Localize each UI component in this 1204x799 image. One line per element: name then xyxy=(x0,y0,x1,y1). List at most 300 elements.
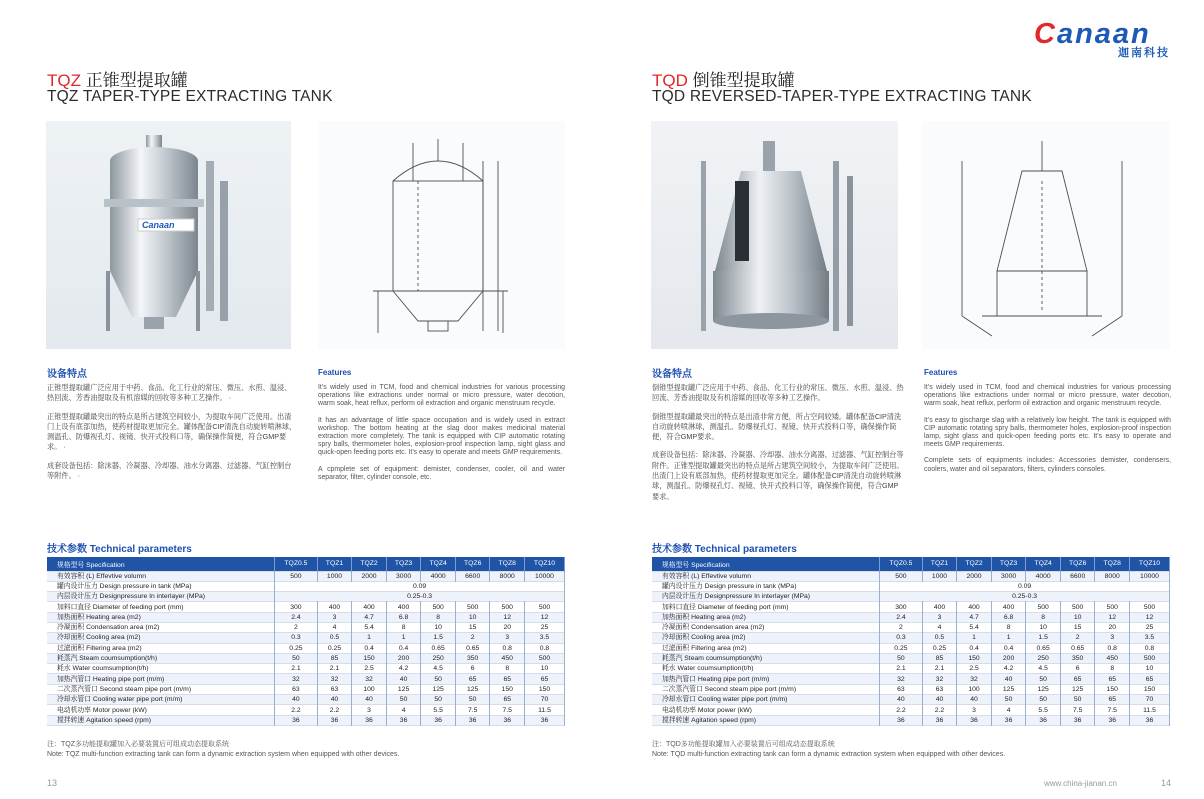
spec-cell: 2.5 xyxy=(957,664,992,674)
spec-cell: 25 xyxy=(525,622,565,632)
right-note-cn: 注：TQD多功能提取罐加入必要装置后可组成动态提取系统 xyxy=(652,741,835,748)
spec-cell: 2.2 xyxy=(880,705,923,715)
spec-cell: 125 xyxy=(386,684,421,694)
spec-row xyxy=(652,715,1170,725)
spec-cell: 70 xyxy=(1130,695,1170,705)
left-spec-table xyxy=(47,557,565,726)
brand-logo xyxy=(1034,18,1174,59)
spec-header-model: TQZ6 xyxy=(455,557,490,571)
spec-row xyxy=(652,684,1170,694)
spec-cell: 500 xyxy=(880,571,923,581)
spec-row-label: 冷却水管口 Cooling water pipe port (m/m) xyxy=(652,695,880,705)
spec-row xyxy=(652,705,1170,715)
spec-header-model: TQZ3 xyxy=(991,557,1026,571)
spec-row-label: 电动机功率 Motor power (kW) xyxy=(47,705,275,715)
spec-cell: 50 xyxy=(1060,695,1095,705)
spec-cell: 8 xyxy=(1095,664,1130,674)
spec-cell: 100 xyxy=(957,684,992,694)
spec-cell: 3 xyxy=(922,612,957,622)
spec-cell: 7.5 xyxy=(455,705,490,715)
spec-cell: 3000 xyxy=(991,571,1026,581)
spec-cell: 1 xyxy=(386,633,421,643)
spec-cell: 40 xyxy=(317,695,352,705)
spec-cell: 40 xyxy=(880,695,923,705)
right-features-cn xyxy=(652,383,904,510)
spec-cell: 36 xyxy=(455,715,490,725)
spec-cell: 0.8 xyxy=(1130,643,1170,653)
spec-cell: 10000 xyxy=(1130,571,1170,581)
spec-row xyxy=(47,633,565,643)
spec-cell: 125 xyxy=(1060,684,1095,694)
spec-cell: 125 xyxy=(991,684,1026,694)
spec-cell: 36 xyxy=(275,715,318,725)
right-spec-table xyxy=(652,557,1170,726)
spec-header-model: TQZ8 xyxy=(1095,557,1130,571)
spec-cell: 32 xyxy=(275,674,318,684)
left-note xyxy=(47,740,399,759)
left-product-photo xyxy=(46,121,291,349)
spec-cell: 0.09 xyxy=(275,581,565,591)
spec-cell: 125 xyxy=(1026,684,1061,694)
spec-cell: 12 xyxy=(490,612,525,622)
left-title-code: TQZ xyxy=(47,71,81,90)
spec-header-label: 规格型号 Specification xyxy=(652,557,880,571)
spec-cell: 0.65 xyxy=(1026,643,1061,653)
spec-cell: 250 xyxy=(421,653,456,663)
spec-header-model: TQZ1 xyxy=(317,557,352,571)
spec-header-model: TQZ6 xyxy=(1060,557,1095,571)
spec-header-model: TQZ10 xyxy=(525,557,565,571)
spec-cell: 36 xyxy=(1130,715,1170,725)
spec-cell: 32 xyxy=(317,674,352,684)
left-tank-drawing-graphic xyxy=(318,121,565,349)
spec-cell: 3 xyxy=(317,612,352,622)
spec-row xyxy=(47,715,565,725)
spec-row-label: 搅拌转速 Agitation speed (rpm) xyxy=(47,715,275,725)
spec-cell: 2.1 xyxy=(922,664,957,674)
spec-cell: 150 xyxy=(490,684,525,694)
right-features-en-p1: It’s widely used in TCM, food and chemical industries for various processing operations like extractions under normal or micro pressure, water decotion, warm soak, heat reflux, perform oil extraction and organic menstruum recycle. xyxy=(924,384,1171,408)
spec-cell: 150 xyxy=(352,653,387,663)
spec-row xyxy=(652,581,1170,591)
left-tank-photo-graphic xyxy=(46,121,291,349)
spec-cell: 0.65 xyxy=(421,643,456,653)
spec-row-label: 冷凝面积 Condensation area (m2) xyxy=(47,622,275,632)
spec-cell: 125 xyxy=(421,684,456,694)
left-title-en: TQZ TAPER-TYPE EXTRACTING TANK xyxy=(47,88,333,105)
spec-cell: 2.2 xyxy=(922,705,957,715)
spec-row-label: 罐内设计压力 Design pressure in tank (MPa) xyxy=(652,581,880,591)
right-title-en: TQD REVERSED-TAPER-TYPE EXTRACTING TANK xyxy=(652,88,1032,105)
spec-cell: 40 xyxy=(957,695,992,705)
spec-cell: 36 xyxy=(1060,715,1095,725)
spec-row-label: 耗水 Water coumsumption(t/h) xyxy=(652,664,880,674)
spec-row-label: 加料口直径 Diameter of feeding port (mm) xyxy=(47,602,275,612)
spec-cell: 0.4 xyxy=(386,643,421,653)
spec-cell: 2.4 xyxy=(880,612,923,622)
spec-cell: 1000 xyxy=(317,571,352,581)
right-tank-drawing-graphic xyxy=(922,121,1170,349)
spec-cell: 0.25-0.3 xyxy=(275,592,565,602)
spec-cell: 6600 xyxy=(455,571,490,581)
spec-header-model: TQZ1 xyxy=(922,557,957,571)
spec-cell: 8 xyxy=(386,622,421,632)
spec-row xyxy=(47,581,565,591)
spec-row-label: 有效容积 (L) Effevtive volumn xyxy=(47,571,275,581)
spec-row-label: 耗蒸汽 Steam coumsumption(t/h) xyxy=(47,653,275,663)
spec-cell: 6 xyxy=(1060,664,1095,674)
spec-cell: 70 xyxy=(525,695,565,705)
spec-cell: 32 xyxy=(352,674,387,684)
spec-cell: 8 xyxy=(421,612,456,622)
spec-cell: 0.25 xyxy=(922,643,957,653)
spec-cell: 2 xyxy=(1060,633,1095,643)
spec-cell: 2 xyxy=(275,622,318,632)
spec-cell: 200 xyxy=(991,653,1026,663)
spec-cell: 36 xyxy=(880,715,923,725)
spec-row xyxy=(652,633,1170,643)
spec-cell: 5.4 xyxy=(352,622,387,632)
spec-row xyxy=(47,622,565,632)
spec-cell: 1 xyxy=(352,633,387,643)
spec-cell: 2.1 xyxy=(880,664,923,674)
spec-row xyxy=(652,674,1170,684)
right-features-cn-p2: 倒锥型提取罐最突出的特点是出渣非常方便，所占空间较矮。罐体配备CIP清洗自动旋转喷淋球，测温孔、防爆视孔灯、视镜、快开式投料口等，确保操作简便，符合GMP要求。 xyxy=(652,411,902,442)
left-features-en-p2: It has an advantage of little space occupation and is widely used in extract workshop. The bottom heating at the slag door makes medicinal material extraction more completely. The tank is equipped with CIP automatic rotating spry balls, thermometer holes, explosion-proof inspection lamp, sight glass and quick-open feeding ports etc. It’s easy to operate and meets GMP requirements. xyxy=(318,416,565,457)
left-features-cn-title: 设备特点 xyxy=(47,369,87,380)
spec-cell: 65 xyxy=(525,674,565,684)
spec-row xyxy=(652,664,1170,674)
spec-cell: 350 xyxy=(1060,653,1095,663)
spec-cell: 15 xyxy=(455,622,490,632)
spec-cell: 8 xyxy=(490,664,525,674)
spec-cell: 6 xyxy=(455,664,490,674)
spec-row-label: 加热汽管口 Heating pipe port (m/m) xyxy=(47,674,275,684)
spec-cell: 36 xyxy=(317,715,352,725)
spec-row-label: 过滤面积 Filtering area (m2) xyxy=(47,643,275,653)
spec-row xyxy=(47,602,565,612)
spec-cell: 63 xyxy=(880,684,923,694)
spec-cell: 40 xyxy=(275,695,318,705)
right-page-number: 14 xyxy=(1161,778,1172,788)
spec-cell: 4.5 xyxy=(1026,664,1061,674)
spec-cell: 150 xyxy=(1095,684,1130,694)
spec-cell: 450 xyxy=(490,653,525,663)
spec-header-model: TQZ0.5 xyxy=(880,557,923,571)
right-features-en-p3: Complete sets of equipments includes: Accessories demister, condensers, coolers, water and oil separators, filters, cylinders consoles. xyxy=(924,457,1171,473)
spec-cell: 8000 xyxy=(1095,571,1130,581)
spec-header-model: TQZ2 xyxy=(352,557,387,571)
spec-cell: 25 xyxy=(1130,622,1170,632)
spec-cell: 0.4 xyxy=(991,643,1026,653)
spec-row xyxy=(652,592,1170,602)
spec-cell: 100 xyxy=(352,684,387,694)
spec-cell: 500 xyxy=(421,602,456,612)
spec-cell: 125 xyxy=(455,684,490,694)
spec-cell: 10 xyxy=(421,622,456,632)
spec-header-model: TQZ0.5 xyxy=(275,557,318,571)
spec-cell: 36 xyxy=(991,715,1026,725)
spec-row-label: 二次蒸汽管口 Second steam pipe port (m/m) xyxy=(652,684,880,694)
left-title-cn-text: 正锥型提取罐 xyxy=(85,71,188,90)
right-note-en: Note: TQD multi-function extracting tank can form a dynamic extraction system when equipped with other devices. xyxy=(652,750,1006,758)
spec-cell: 3.5 xyxy=(525,633,565,643)
right-features-en-p2: It’s easy to gischarge slag with a relatively low height. The tank is equipped with CIP automatic rotating spry balls, thermometer holes, explosion-proof inspection lamp, sight glass and quick-open feeding ports etc. It’s easy to operate and meets GMP requirements. xyxy=(924,416,1171,449)
spec-cell: 500 xyxy=(490,602,525,612)
spec-row xyxy=(652,643,1170,653)
spec-cell: 4.2 xyxy=(991,664,1026,674)
right-drawing xyxy=(922,121,1170,349)
spec-cell: 36 xyxy=(922,715,957,725)
spec-cell: 8 xyxy=(991,622,1026,632)
spec-cell: 0.4 xyxy=(957,643,992,653)
spec-row xyxy=(47,664,565,674)
spec-cell: 300 xyxy=(880,602,923,612)
spec-header-model: TQZ4 xyxy=(421,557,456,571)
spec-row-label: 内层设计压力 Designpressure In interlayer (MPa) xyxy=(47,592,275,602)
spec-cell: 36 xyxy=(957,715,992,725)
spec-cell: 400 xyxy=(957,602,992,612)
spec-cell: 4.7 xyxy=(352,612,387,622)
spec-cell: 5.4 xyxy=(957,622,992,632)
spec-row xyxy=(652,695,1170,705)
spec-cell: 65 xyxy=(490,695,525,705)
spec-row-label: 耗水 Water coumsumption(t/h) xyxy=(47,664,275,674)
spec-cell: 4 xyxy=(991,705,1026,715)
spec-row xyxy=(47,674,565,684)
spec-cell: 10 xyxy=(1060,612,1095,622)
spec-cell: 32 xyxy=(880,674,923,684)
spec-row-label: 二次蒸汽管口 Second steam pipe port (m/m) xyxy=(47,684,275,694)
spec-cell: 65 xyxy=(1060,674,1095,684)
right-title-code: TQD xyxy=(652,71,688,90)
spec-cell: 500 xyxy=(525,653,565,663)
spec-row-label: 加料口直径 Diameter of feeding port (mm) xyxy=(652,602,880,612)
spec-cell: 50 xyxy=(880,653,923,663)
brand-cn: 迦南科技 xyxy=(1118,47,1170,59)
spec-cell: 7.5 xyxy=(1060,705,1095,715)
spec-header-model: TQZ8 xyxy=(490,557,525,571)
spec-cell: 15 xyxy=(1060,622,1095,632)
spec-cell: 50 xyxy=(421,674,456,684)
left-features-en-p3: A cpmplete set of equipment: demister, condenser, cooler, oil and water separator, filter, cylinder console, etc. xyxy=(318,465,565,481)
spec-cell: 2.1 xyxy=(317,664,352,674)
spec-cell: 1.5 xyxy=(421,633,456,643)
left-note-en: Note: TQZ multi-function extracting tank can form a dynamic extraction system when equipped with other devices. xyxy=(47,750,400,758)
spec-header-model: TQZ3 xyxy=(386,557,421,571)
spec-cell: 0.5 xyxy=(317,633,352,643)
spec-cell: 85 xyxy=(317,653,352,663)
right-features-cn-p3: 成套设备包括：除沫器、冷凝器、冷却器、油水分离器、过滤器、气缸控制台等附件。正锥型提取罐最突出的特点是所占建筑空间较小，为提取车间广泛使用。出渣门上设有底部加热，使药材提取更加完全。罐体配备CIP清洗自动旋转喷淋球，测温孔、防爆视孔灯、视镜、快开式投料口等，确保操作简便，符合GMP要求。 xyxy=(652,450,904,501)
spec-cell: 65 xyxy=(1130,674,1170,684)
spec-cell: 350 xyxy=(455,653,490,663)
spec-cell: 2 xyxy=(880,622,923,632)
right-features-cn-p1: 倒锥型提取罐广泛应用于中药、食品、化工行业的常压、微压、水煎、温浸、热回流、芳香油提取及有机溶媒的回收等多种工艺操作。 xyxy=(652,383,904,403)
spec-row-label: 加热汽管口 Heating pipe port (m/m) xyxy=(652,674,880,684)
spec-cell: 0.25 xyxy=(880,643,923,653)
left-tech-title: 技术参数 Technical parameters xyxy=(47,544,192,555)
spec-cell: 500 xyxy=(1130,602,1170,612)
spec-row xyxy=(47,592,565,602)
spec-cell: 5.5 xyxy=(421,705,456,715)
spec-cell: 36 xyxy=(352,715,387,725)
spec-cell: 3 xyxy=(957,705,992,715)
spec-cell: 6.8 xyxy=(386,612,421,622)
spec-cell: 12 xyxy=(1095,612,1130,622)
spec-cell: 6.8 xyxy=(991,612,1026,622)
spec-cell: 4 xyxy=(386,705,421,715)
spec-cell: 4.7 xyxy=(957,612,992,622)
spec-cell: 50 xyxy=(386,695,421,705)
spec-row-label: 加热面积 Heating area (m2) xyxy=(47,612,275,622)
left-note-cn: 注：TQZ多功能提取罐加入必要装置后可组成动态提取系统 xyxy=(47,741,229,748)
spec-row xyxy=(47,695,565,705)
spec-cell: 11.5 xyxy=(1130,705,1170,715)
spec-cell: 36 xyxy=(421,715,456,725)
right-tank-photo-graphic xyxy=(651,121,898,349)
spec-cell: 50 xyxy=(1026,674,1061,684)
spec-row xyxy=(47,705,565,715)
spec-cell: 50 xyxy=(421,695,456,705)
spec-cell: 0.5 xyxy=(922,633,957,643)
spec-cell: 0.65 xyxy=(1060,643,1095,653)
spec-cell: 1 xyxy=(991,633,1026,643)
spec-cell: 20 xyxy=(1095,622,1130,632)
spec-header-model: TQZ4 xyxy=(1026,557,1061,571)
spec-cell: 10 xyxy=(525,664,565,674)
spec-cell: 4 xyxy=(317,622,352,632)
right-features-en xyxy=(924,384,1171,482)
spec-cell: 50 xyxy=(1026,695,1061,705)
spec-row xyxy=(652,571,1170,581)
right-product-photo xyxy=(651,121,898,349)
spec-cell: 0.4 xyxy=(352,643,387,653)
left-features-cn-p3: 成套设备包括：除沫器、冷凝器、冷却器、油水分离器、过滤器、气缸控制台等附件。 · xyxy=(47,460,292,481)
spec-cell: 65 xyxy=(1095,674,1130,684)
spec-row-label: 加热面积 Heating area (m2) xyxy=(652,612,880,622)
spec-header-label: 规格型号 Specification xyxy=(47,557,275,571)
left-features-en xyxy=(318,384,565,490)
spec-cell: 3.5 xyxy=(1130,633,1170,643)
spec-cell: 2.1 xyxy=(275,664,318,674)
spec-row xyxy=(652,653,1170,663)
spec-cell: 50 xyxy=(991,695,1026,705)
spec-cell: 2.5 xyxy=(352,664,387,674)
spec-cell: 63 xyxy=(317,684,352,694)
spec-cell: 200 xyxy=(386,653,421,663)
spec-cell: 500 xyxy=(1130,653,1170,663)
spec-row xyxy=(652,612,1170,622)
spec-header-model: TQZ2 xyxy=(957,557,992,571)
left-features-cn xyxy=(47,383,297,489)
spec-cell: 2000 xyxy=(957,571,992,581)
spec-cell: 0.3 xyxy=(275,633,318,643)
spec-cell: 300 xyxy=(275,602,318,612)
left-features-en-title: Features xyxy=(318,368,352,377)
spec-cell: 400 xyxy=(386,602,421,612)
spec-cell: 3 xyxy=(1095,633,1130,643)
spec-cell: 40 xyxy=(352,695,387,705)
spec-cell: 150 xyxy=(1130,684,1170,694)
spec-cell: 500 xyxy=(1060,602,1095,612)
spec-row xyxy=(47,643,565,653)
spec-cell: 150 xyxy=(957,653,992,663)
left-photo-logo-text: Canaan xyxy=(142,220,175,230)
spec-row-label: 有效容积 (L) Effevtive volumn xyxy=(652,571,880,581)
spec-cell: 7.5 xyxy=(1095,705,1130,715)
spec-cell: 2.4 xyxy=(275,612,318,622)
spec-row-label: 搅拌转速 Agitation speed (rpm) xyxy=(652,715,880,725)
spec-cell: 500 xyxy=(275,571,318,581)
spec-cell: 0.65 xyxy=(455,643,490,653)
spec-row-label: 过滤面积 Filtering area (m2) xyxy=(652,643,880,653)
spec-cell: 3 xyxy=(352,705,387,715)
spec-cell: 65 xyxy=(490,674,525,684)
spec-cell: 50 xyxy=(455,695,490,705)
spec-cell: 85 xyxy=(922,653,957,663)
spec-row-label: 内层设计压力 Designpressure In interlayer (MPa) xyxy=(652,592,880,602)
spec-cell: 5.5 xyxy=(1026,705,1061,715)
spec-row xyxy=(652,602,1170,612)
spec-cell: 1.5 xyxy=(1026,633,1061,643)
spec-cell: 1000 xyxy=(922,571,957,581)
spec-cell: 12 xyxy=(525,612,565,622)
spec-row-label: 冷凝面积 Condensation area (m2) xyxy=(652,622,880,632)
spec-cell: 0.25 xyxy=(317,643,352,653)
website[interactable]: www.china-jianan.cn xyxy=(1044,779,1117,788)
spec-cell: 20 xyxy=(490,622,525,632)
spec-cell: 500 xyxy=(525,602,565,612)
spec-cell: 40 xyxy=(386,674,421,684)
spec-cell: 12 xyxy=(1130,612,1170,622)
spec-cell: 32 xyxy=(922,674,957,684)
spec-cell: 40 xyxy=(922,695,957,705)
spec-row xyxy=(47,653,565,663)
spec-cell: 400 xyxy=(317,602,352,612)
spec-cell: 36 xyxy=(1095,715,1130,725)
spec-cell: 7.5 xyxy=(490,705,525,715)
right-features-en-title: Features xyxy=(924,368,958,377)
left-features-cn-p2: 正锥型提取罐最突出的特点是所占建筑空间较小，为提取车间广泛使用。出渣门上设有底部加热，使药材提取更加完全。罐体配备CIP清洗自动旋转喷淋球，测温孔、防爆视孔灯、视镜、快开式投料口等，确保操作简便，符合GMP要求。 · xyxy=(47,411,297,452)
spec-header-model: TQZ10 xyxy=(1130,557,1170,571)
spec-cell: 4.5 xyxy=(421,664,456,674)
spec-cell: 63 xyxy=(922,684,957,694)
left-features-en-p1: It’s widely used in TCM, food and chemical industries for various processing operations like extractions under normal or micro pressure, water decotion, warm soak, heat reflux, perform oil extraction and organic menstruum recycle. xyxy=(318,384,565,408)
left-drawing xyxy=(318,121,565,349)
brand-wordmark: Canaan xyxy=(1034,18,1151,50)
spec-cell: 11.5 xyxy=(525,705,565,715)
spec-cell: 4000 xyxy=(1026,571,1061,581)
spec-cell: 65 xyxy=(455,674,490,684)
spec-cell: 400 xyxy=(922,602,957,612)
spec-cell: 36 xyxy=(490,715,525,725)
spec-row xyxy=(47,571,565,581)
spec-cell: 4000 xyxy=(421,571,456,581)
spec-row-label: 冷却面积 Cooling area (m2) xyxy=(652,633,880,643)
spec-cell: 36 xyxy=(386,715,421,725)
spec-cell: 500 xyxy=(1026,602,1061,612)
spec-cell: 6600 xyxy=(1060,571,1095,581)
spec-row-label: 冷却面积 Cooling area (m2) xyxy=(47,633,275,643)
spec-cell: 4 xyxy=(922,622,957,632)
spec-cell: 8 xyxy=(1026,612,1061,622)
spec-cell: 10000 xyxy=(525,571,565,581)
spec-cell: 150 xyxy=(525,684,565,694)
spec-cell: 10 xyxy=(455,612,490,622)
spec-cell: 500 xyxy=(455,602,490,612)
spec-cell: 3000 xyxy=(386,571,421,581)
spec-row-label: 耗蒸汽 Steam coumsumption(t/h) xyxy=(652,653,880,663)
